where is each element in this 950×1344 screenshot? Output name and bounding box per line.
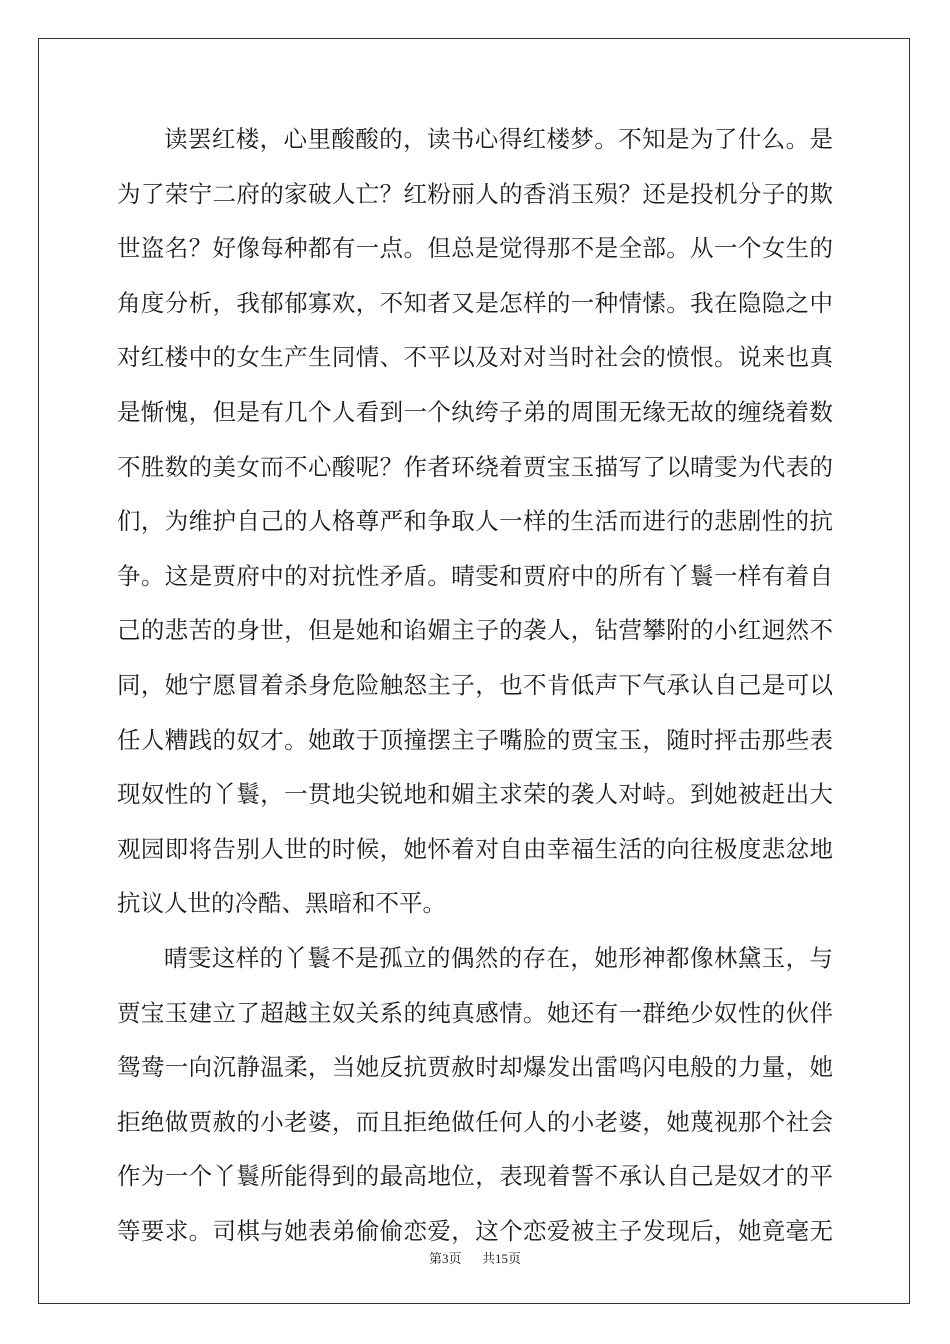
text-line: 不胜数的美女而不心酸呢？作者环绕着贾宝玉描写了以晴雯为代表的 — [117, 452, 833, 481]
text-line: 己的悲苦的身世，但是她和谄媚主子的袭人，钻营攀附的小红迥然不 — [117, 616, 833, 645]
page-number: 第3页 — [428, 1251, 462, 1266]
text-line: 们，为维护自己的人格尊严和争取人一样的生活而进行的悲剧性的抗 — [117, 507, 833, 536]
page-total: 共15页 — [482, 1251, 522, 1266]
text-line: 抗议人世的冷酷、黑暗和不平。 — [117, 889, 446, 918]
text-line: 世盗名？好像每种都有一点。但总是觉得那不是全部。从一个女生的 — [117, 234, 833, 263]
text-line: 作为一个丫鬟所能得到的最高地位，表现着誓不承认自己是奴才的平 — [117, 1162, 833, 1191]
text-line: 对红楼中的女生产生同情、不平以及对对当时社会的愤恨。说来也真 — [117, 343, 833, 372]
text-line: 现奴性的丫鬟，一贯地尖锐地和媚主求荣的袭人对峙。到她被赶出大 — [117, 780, 833, 809]
text-line: 争。这是贾府中的对抗性矛盾。晴雯和贾府中的所有丫鬟一样有着自 — [117, 561, 833, 590]
document-body — [117, 124, 833, 1270]
text-line: 任人糟践的奴才。她敢于顶撞摆主子嘴脸的贾宝玉，随时抨击那些表 — [117, 725, 833, 754]
text-line: 读罢红楼，心里酸酸的，读书心得红楼梦。不知是为了什么。是 — [164, 125, 833, 153]
text-line: 晴雯这样的丫鬟不是孤立的偶然的存在，她形神都像林黛玉，与 — [164, 943, 833, 972]
page-footer — [0, 1248, 950, 1267]
text-line: 观园即将告别人世的时候，她怀着对自由幸福生活的向往极度悲忿地 — [117, 834, 833, 863]
text-line: 贾宝玉建立了超越主奴关系的纯真感情。她还有一群绝少奴性的伙伴 — [117, 998, 833, 1027]
text-line: 等要求。司棋与她表弟偷偷恋爱，这个恋爱被主子发现后，她竟毫无 — [117, 1216, 833, 1245]
text-line: 为了荣宁二府的家破人亡？红粉丽人的香消玉殒？还是投机分子的欺 — [117, 179, 833, 208]
text-line: 同，她宁愿冒着杀身危险触怒主子，也不肯低声下气承认自己是可以 — [117, 670, 833, 699]
text-line: 角度分析，我郁郁寡欢，不知者又是怎样的一种情愫。我在隐隐之中 — [117, 288, 833, 317]
text-line: 是惭愧，但是有几个人看到一个纨绔子弟的周围无缘无故的缠绕着数 — [117, 397, 833, 426]
text-line: 鸳鸯一向沉静温柔，当她反抗贾赦时却爆发出雷鸣闪电般的力量，她 — [117, 1053, 833, 1082]
text-line: 拒绝做贾赦的小老婆，而且拒绝做任何人的小老婆，她蔑视那个社会 — [117, 1107, 833, 1136]
